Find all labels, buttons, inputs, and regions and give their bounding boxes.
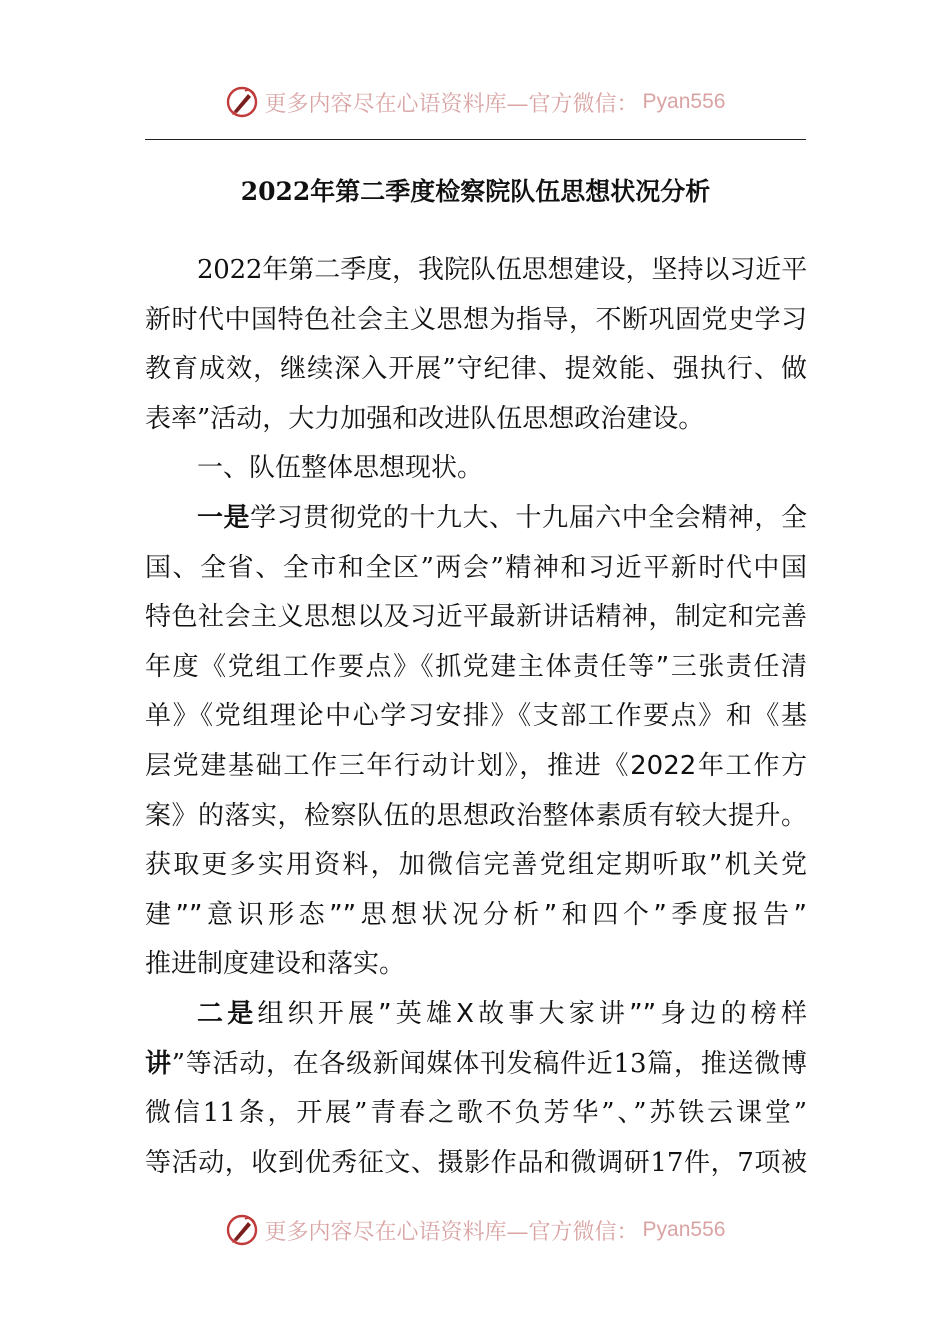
document-title: 2022年第二季度检察院队伍思想状况分析 [240,177,711,206]
point1-mixed-sans: 体责任等”三张责任清 [545,651,807,682]
header-banner-text: 更多内容尽在心语资料库—官方微信： [264,91,639,117]
intro-line-1: 2022年第二季度，我院队伍思想建设，坚持以习近平 [197,255,807,285]
intro-line-2: 新时代中国特色社会主义思想为指导，不断巩固党史学习 [145,304,807,335]
point1-line-3: 特色社会主义思想以及习近平最新讲话精神，制定和完善 [145,602,807,633]
point1-mixed-serif: 年度《党组工作要点》《抓党建主 [145,651,546,682]
point1-line-9: 建””意识形态””思想状况分析”和四个”季度报告” [145,899,807,930]
pen-circle-logo-icon [225,1213,259,1247]
point1-line-10: 推进制度建设和落实。 [145,949,406,980]
point1-label: 一是 [197,502,251,533]
point1-line-1 [145,494,807,544]
point2-line-4: 等活动，收到优秀征文、摄影作品和微调研17件，7项被 [145,1147,807,1178]
footer-banner [0,1208,950,1252]
intro-line-3: 教育成效，继续深入开展”守纪律、提效能、强执行、做 [145,354,807,385]
point1-line-8: 获取更多实用资料，加微信完善党组定期听取”机关党 [145,850,807,881]
point2-line-1 [145,990,807,1040]
point1-line-6: 层党建基础工作三年行动计划》，推进《2022年工作方 [145,750,807,781]
point2-first-rest: 组织开展”英雄X故事大家讲””身边的榜样 [257,998,807,1029]
point2-label: 二是 [197,998,258,1029]
header-banner-wechat-id: Pyan556 [642,90,726,113]
document-body [145,246,807,1188]
point1-line-4 [145,643,807,693]
point2-line-3: 微信11条，开展”青春之歌不负芳华”、”苏铁云课堂” [145,1098,807,1129]
header-banner [0,80,950,124]
point2-second-sans: 讲 [145,1048,172,1079]
footer-banner-wechat-id: Pyan556 [642,1218,726,1241]
point1-line-5: 单》《党组理论中心学习安排》《支部工作要点》和《基 [145,701,807,732]
point2-second-serif: ”等活动，在各级新闻媒体刊发稿件近13篇，推送微博 [171,1048,807,1079]
pen-circle-logo-icon [225,85,259,119]
section-heading-1: 一、队伍整体思想现状。 [197,453,484,484]
point1-line-7: 案》的落实，检察队伍的思想政治整体素质有较大提升。 [145,800,807,831]
point1-first-rest: 学习贯彻党的十九大、十九届六中全会精神，全 [250,502,807,533]
intro-line-4: 表率”活动，大力加强和改进队伍思想政治建设。 [145,403,705,434]
footer-banner-text: 更多内容尽在心语资料库—官方微信： [264,1219,639,1245]
point1-line-2: 国、全省、全市和全区”两会”精神和习近平新时代中国 [145,552,807,583]
header-divider [145,139,806,140]
point2-line-2 [145,1040,807,1090]
